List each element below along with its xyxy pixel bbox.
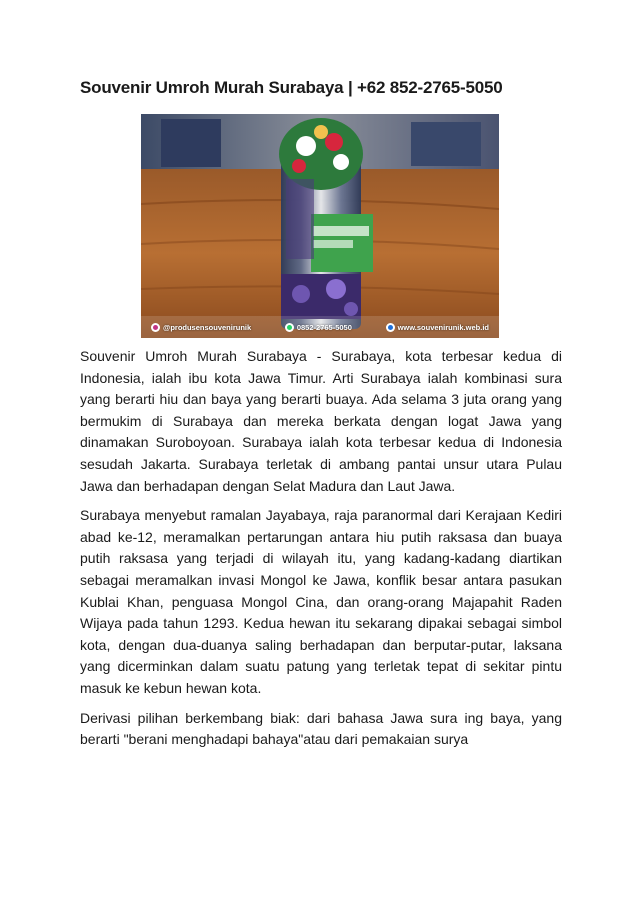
paragraph: Derivasi pilihan berkembang biak: dari bahasa Jawa sura ing baya, yang berarti "berani menghadapi bahaya"atau dari pemakaian surya <box>80 709 562 748</box>
product-photo <box>141 114 499 338</box>
whatsapp-icon <box>285 323 294 332</box>
paragraph: Surabaya menyebut ramalan Jayabaya, raja paranormal dari Kerajaan Kediri abad ke-12, meramalkan pertarungan antara hiu putih raksasa dan buaya putih raksasa yang terjadi di wilayah itu, yang kadang-kadang diartikan sebagai meramalkan invasi Mongol ke Jawa, konflik besar antara pasukan Kublai Khan, penguasa Mongol Cina, dan orang-orang Majapahit Raden Wijaya pada tahun 1293. Kedua hewan itu sekarang dipakai sebagai simbol kota, dengan dua-duanya saling berhadapan dan berputar-putar, laksana yang dicerminkan dalam suatu patung yang terletak tepat di sekitar pintu masuk ke kebun hewan kota. <box>80 507 562 696</box>
instagram-handle: @produsensouvenirunik <box>163 322 252 332</box>
website-url: www.souvenirunik.web.id <box>397 322 489 332</box>
souvenir-photo-image <box>141 114 499 338</box>
photo-watermark-bar <box>141 316 499 338</box>
web-icon <box>386 323 395 332</box>
watermark-instagram <box>151 323 251 332</box>
document-title: Souvenir Umroh Murah Surabaya | +62 852-2765-5050 <box>80 78 503 97</box>
instagram-icon <box>151 323 160 332</box>
phone-number: 0852-2765-5050 <box>296 322 352 332</box>
document-body <box>80 346 562 759</box>
watermark-phone <box>285 323 352 332</box>
watermark-website <box>386 323 489 332</box>
paragraph: Souvenir Umroh Murah Surabaya - Surabaya, kota terbesar kedua di Indonesia, ialah ibu kota Jawa Timur. Arti Surabaya ialah kombinasi sura yang berarti hiu dan baya yang berarti buaya. Ada selama 3 juta orang yang bermukim di Surabaya dan mereka berkata dengan logat Jawa yang dinamakan Suroboyoan. Surabaya ialah kota terbesar kedua di Indonesia sesudah Jakarta. Surabaya terletak di ambang pantai unsur utara Pulau Jawa dan berhadapan dengan Selat Madura dan Laut Jawa. <box>80 348 562 494</box>
